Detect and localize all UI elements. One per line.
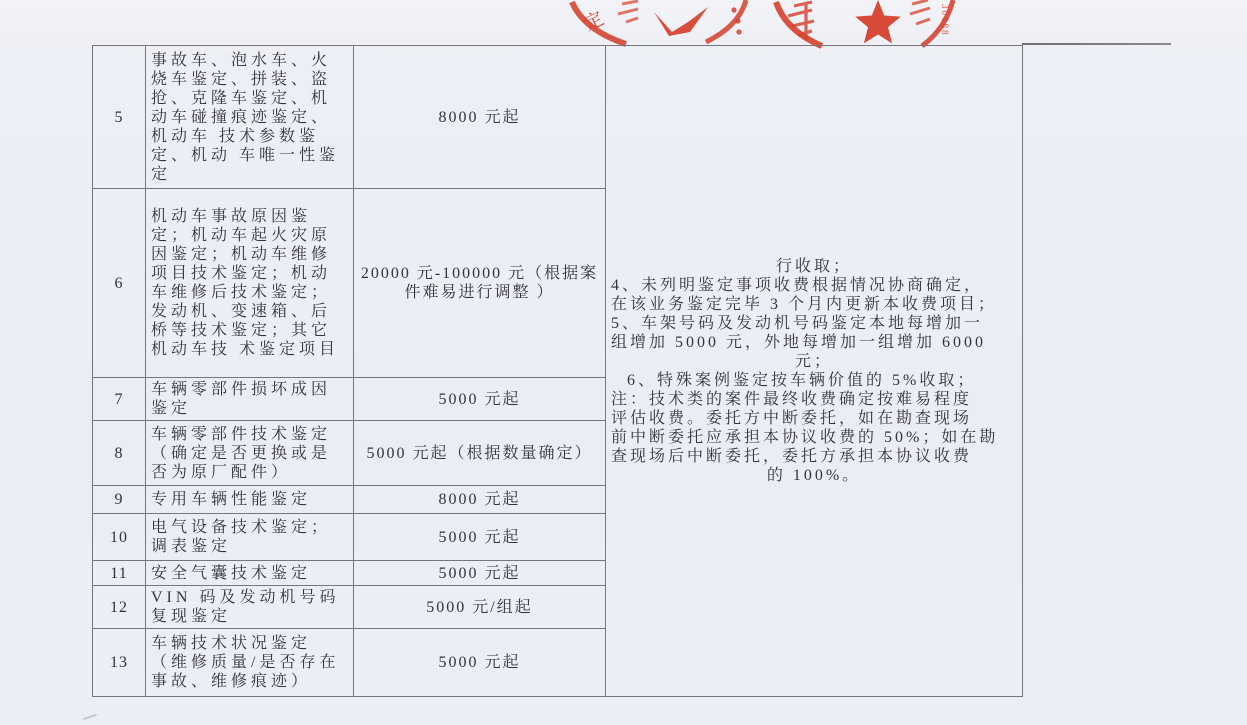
serial-number-cell: 11	[93, 561, 146, 586]
note-line: 行收取；	[775, 258, 852, 275]
serial-number-cell: 9	[93, 486, 146, 514]
price-cell: 5000 元起	[354, 378, 606, 421]
serial-number-cell: 8	[93, 421, 146, 486]
serial-number-cell: 12	[93, 586, 146, 629]
left-seal-dot	[736, 29, 741, 34]
item-cell: 电气设备技术鉴定；调表鉴定	[146, 514, 354, 561]
left-seal-dot	[735, 18, 740, 23]
right-seal-illegible-glyphs	[788, 2, 814, 40]
price-cell: 8000 元起	[354, 486, 606, 514]
price-cell: 5000 元起	[354, 561, 606, 586]
serial-number-cell: 13	[93, 629, 146, 697]
left-seal-dot	[731, 7, 736, 12]
price-cell: 5000 元/组起	[354, 586, 606, 629]
serial-number-cell: 5	[93, 46, 146, 189]
item-cell: 车辆技术状况鉴定（维修质量/是否存在事故、维修痕迹）	[146, 629, 354, 697]
item-cell: 车辆零部件损坏成因鉴定	[146, 378, 354, 421]
pencil-mark	[81, 708, 97, 720]
right-seal	[776, 0, 953, 46]
star-icon	[855, 0, 901, 43]
note-line: 注：技术类的案件最终收费确定按难易程度	[611, 391, 973, 408]
note-line: 5、车架号码及发动机号码鉴定本地每增加一	[611, 315, 984, 332]
note-line: 查现场后中断委托，委托方承担本协议收费	[611, 448, 973, 465]
note-line: 元；	[794, 353, 833, 370]
left-seal-star-bottom-mark	[654, 7, 708, 36]
item-cell: 车辆零部件技术鉴定（确定是否更换或是否为原厂配件）	[146, 421, 354, 486]
note-line: 在该业务鉴定完毕 3 个月内更新本收费项目；	[611, 296, 998, 313]
note-line: 4、未列明鉴定事项收费根据情况协商确定，	[611, 277, 984, 294]
left-seal	[572, 0, 746, 44]
price-cell: 5000 元起	[354, 629, 606, 697]
item-cell: 事故车、泡水车、火烧车鉴定、拼装、盗抢、克隆车鉴定、机动车碰撞痕迹鉴定、机动车 技术参数鉴定、机动 车唯一性鉴定	[146, 46, 354, 189]
table-top-border-extension	[1022, 43, 1171, 45]
item-cell: 安全气囊技术鉴定	[146, 561, 354, 586]
price-cell: 20000 元-100000 元（根据案件难易进行调整 ）	[354, 189, 606, 378]
price-cell: 5000 元起（根据数量确定）	[354, 421, 606, 486]
item-cell: 机动车事故原因鉴定；机动车起火灾原因鉴定；机动车维修项目技术鉴定；机动车维修后技术鉴定；发动机、变速箱、后桥等技术鉴定；其它机动车技 术鉴定项目	[146, 189, 354, 378]
note-line: 组增加 5000 元，外地每增加一组增加 6000	[611, 334, 987, 351]
note-line: 的 100%。	[766, 467, 862, 484]
price-cell: 8000 元起	[354, 46, 606, 189]
note-line: 6、特殊案例鉴定按车辆价值的 5%收取；	[627, 372, 977, 389]
serial-number-cell: 6	[93, 189, 146, 378]
right-seal-illegible-glyphs	[910, 0, 930, 24]
note-line: 评估收费。委托方中断委托，如在勘查现场	[611, 410, 973, 427]
left-seal-illegible-glyphs	[618, 1, 638, 22]
price-cell: 5000 元起	[354, 514, 606, 561]
fee-table-wrapper	[92, 45, 1023, 697]
notes-cell	[606, 46, 1023, 697]
right-seal-serial-digits: 30088	[940, 4, 950, 37]
note-line: 前中断委托应承担本协议收费的 50%；如在勘	[611, 429, 999, 446]
item-cell: VIN 码及发动机号码复现鉴定	[146, 586, 354, 629]
table-row	[93, 46, 1023, 189]
left-seal-character: 定	[580, 8, 608, 36]
fee-table	[92, 45, 1023, 697]
serial-number-cell: 7	[93, 378, 146, 421]
item-cell: 专用车辆性能鉴定	[146, 486, 354, 514]
serial-number-cell: 10	[93, 514, 146, 561]
